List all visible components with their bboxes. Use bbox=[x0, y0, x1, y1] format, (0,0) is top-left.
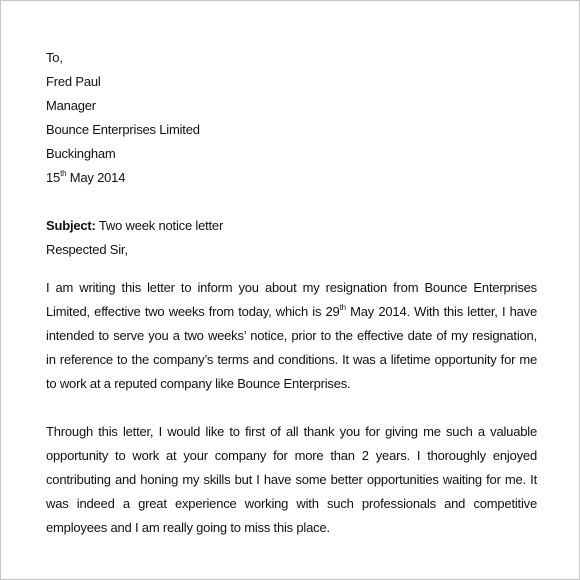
recipient-city: Buckingham bbox=[46, 146, 116, 161]
paragraph-1-part2: May 2014. With this letter, I have intended to serve you a two weeks’ notice, prior to the effective date of my resignation, in reference to the company’s terms and conditions. It was a lifetime opportunity for me to work at a reputed company like Bounce Enterprises. bbox=[46, 304, 538, 391]
paragraph-1-part1: I am writing this letter to inform you about my resignation from Bounce Enterprises Limited, effective two weeks from today, which is 29 bbox=[46, 280, 537, 319]
paragraph-1 bbox=[46, 276, 537, 396]
subject-line bbox=[46, 214, 537, 238]
date-month-year: May 2014 bbox=[66, 170, 126, 185]
recipient-to: To, bbox=[46, 50, 63, 65]
salutation: Respected Sir, bbox=[46, 242, 128, 257]
letter-date bbox=[46, 166, 537, 190]
subject-label: Subject: bbox=[46, 218, 96, 233]
date-day: 15 bbox=[46, 170, 61, 185]
subject-text: Two week notice letter bbox=[95, 218, 224, 233]
letter-body bbox=[46, 46, 537, 540]
recipient-title: Manager bbox=[46, 98, 96, 113]
paragraph-2: Through this letter, I would like to first of all thank you for giving me such a valuable opportunity to work at your company for more than 2 years. I thoroughly enjoyed contributing and honing my skills but I have some better opportunities waiting for me. It was indeed a great experience working with such professionals and competitive employees and I am really going to miss this place. bbox=[46, 424, 537, 535]
date-suffix: th bbox=[60, 169, 67, 178]
recipient-company: Bounce Enterprises Limited bbox=[46, 122, 200, 137]
paragraph-1-suffix: th bbox=[339, 303, 346, 312]
recipient-name: Fred Paul bbox=[46, 74, 101, 89]
